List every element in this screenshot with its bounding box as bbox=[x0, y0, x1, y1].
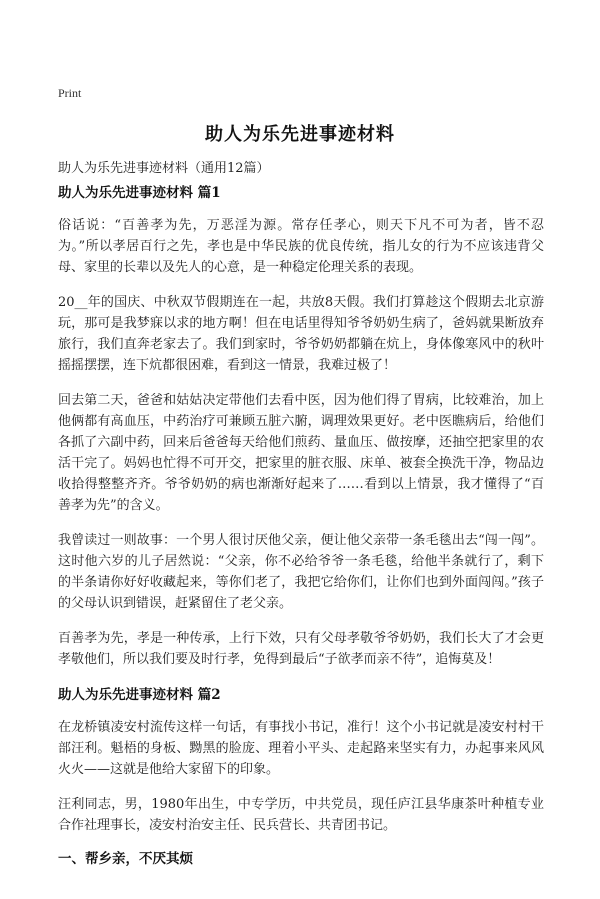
document-body bbox=[58, 178, 544, 870]
paragraph: 回去第二天，爸爸和姑姑决定带他们去看中医，因为他们得了胃病，比较难治，加上他俩都有高血压，中药治疗可兼顾五脏六腑，调理效果更好。老中医瞧病后，给他们各抓了六副中药，回来后爸爸每天给他们煎药、量血压、做按摩，还抽空把家里的农活干完了。妈妈也忙得不可开交，把家里的脏衣服、床单、被套全换洗干净，物品边收拾得整整齐齐。爷爷奶奶的病也渐渐好起来了……看到以上情景，我才懂得了“百善孝为先”的含义。 bbox=[58, 393, 544, 513]
document-subtitle: 助人为乐先进事迹材料（通用12篇） bbox=[58, 161, 270, 176]
paragraph: 我曾读过一则故事：一个男人很讨厌他父亲，便让他父亲带一条毛毯出去“闯一闯”。这时他六岁的儿子居然说：“父亲，你不必给爷爷一条毛毯，给他半条就行了，剩下的半条请你好好收藏起来，等你们老了，我把它给你们，让你们也到外面闯闯。”孩子的父母认识到错误，赶紧留住了老父亲。 bbox=[58, 533, 544, 611]
section-heading: 助人为乐先进事迹材料 篇1 bbox=[58, 185, 221, 201]
section-heading: 助人为乐先进事迹材料 篇2 bbox=[58, 687, 221, 703]
paragraph: 百善孝为先，孝是一种传承，上行下效，只有父母孝敬爷爷奶奶，我们长大了才会更孝敬他们，所以我们要及时行孝，免得到最后“子欲孝而亲不待”，追悔莫及！ bbox=[58, 631, 544, 667]
document-title: 助人为乐先进事迹材料 bbox=[205, 124, 395, 145]
subsection-heading: 一、帮乡亲，不厌其烦 bbox=[58, 851, 193, 867]
paragraph: 汪利同志，男，1980年出生，中专学历，中共党员，现任庐江县华康茶叶种植专业合作社理事长，凌安村治安主任、民兵营长、共青团书记。 bbox=[58, 797, 544, 833]
paragraph: 俗话说：“百善孝为先，万恶淫为源。常存任孝心，则天下凡不可为者，皆不忍为。”所以孝居百行之先，孝也是中华民族的优良传统，指儿女的行为不应该违背父母、家里的长辈以及先人的心意，是一种稳定伦理关系的表现。 bbox=[58, 218, 544, 275]
print-label: Print bbox=[58, 86, 82, 100]
paragraph: 20__年的国庆、中秋双节假期连在一起，共放8天假。我们打算趁这个假期去北京游玩，那可是我梦寐以求的地方啊！但在电话里得知爷爷奶奶生病了，爸妈就果断放弃旅行，我们直奔老家去了。我们到家时，爷爷奶奶都躺在炕上，身体像寒风中的秋叶摇摇摆摆，连下炕都很困难，看到这一情景，我难过极了！ bbox=[58, 295, 544, 373]
paragraph: 在龙桥镇凌安村流传这样一句话，有事找小书记，准行！这个小书记就是凌安村村干部汪利。魁梧的身板、黝黑的脸庞、理着小平头、走起路来坚实有力，办起事来风风火火——这就是他给大家留下的印象。 bbox=[58, 720, 544, 777]
